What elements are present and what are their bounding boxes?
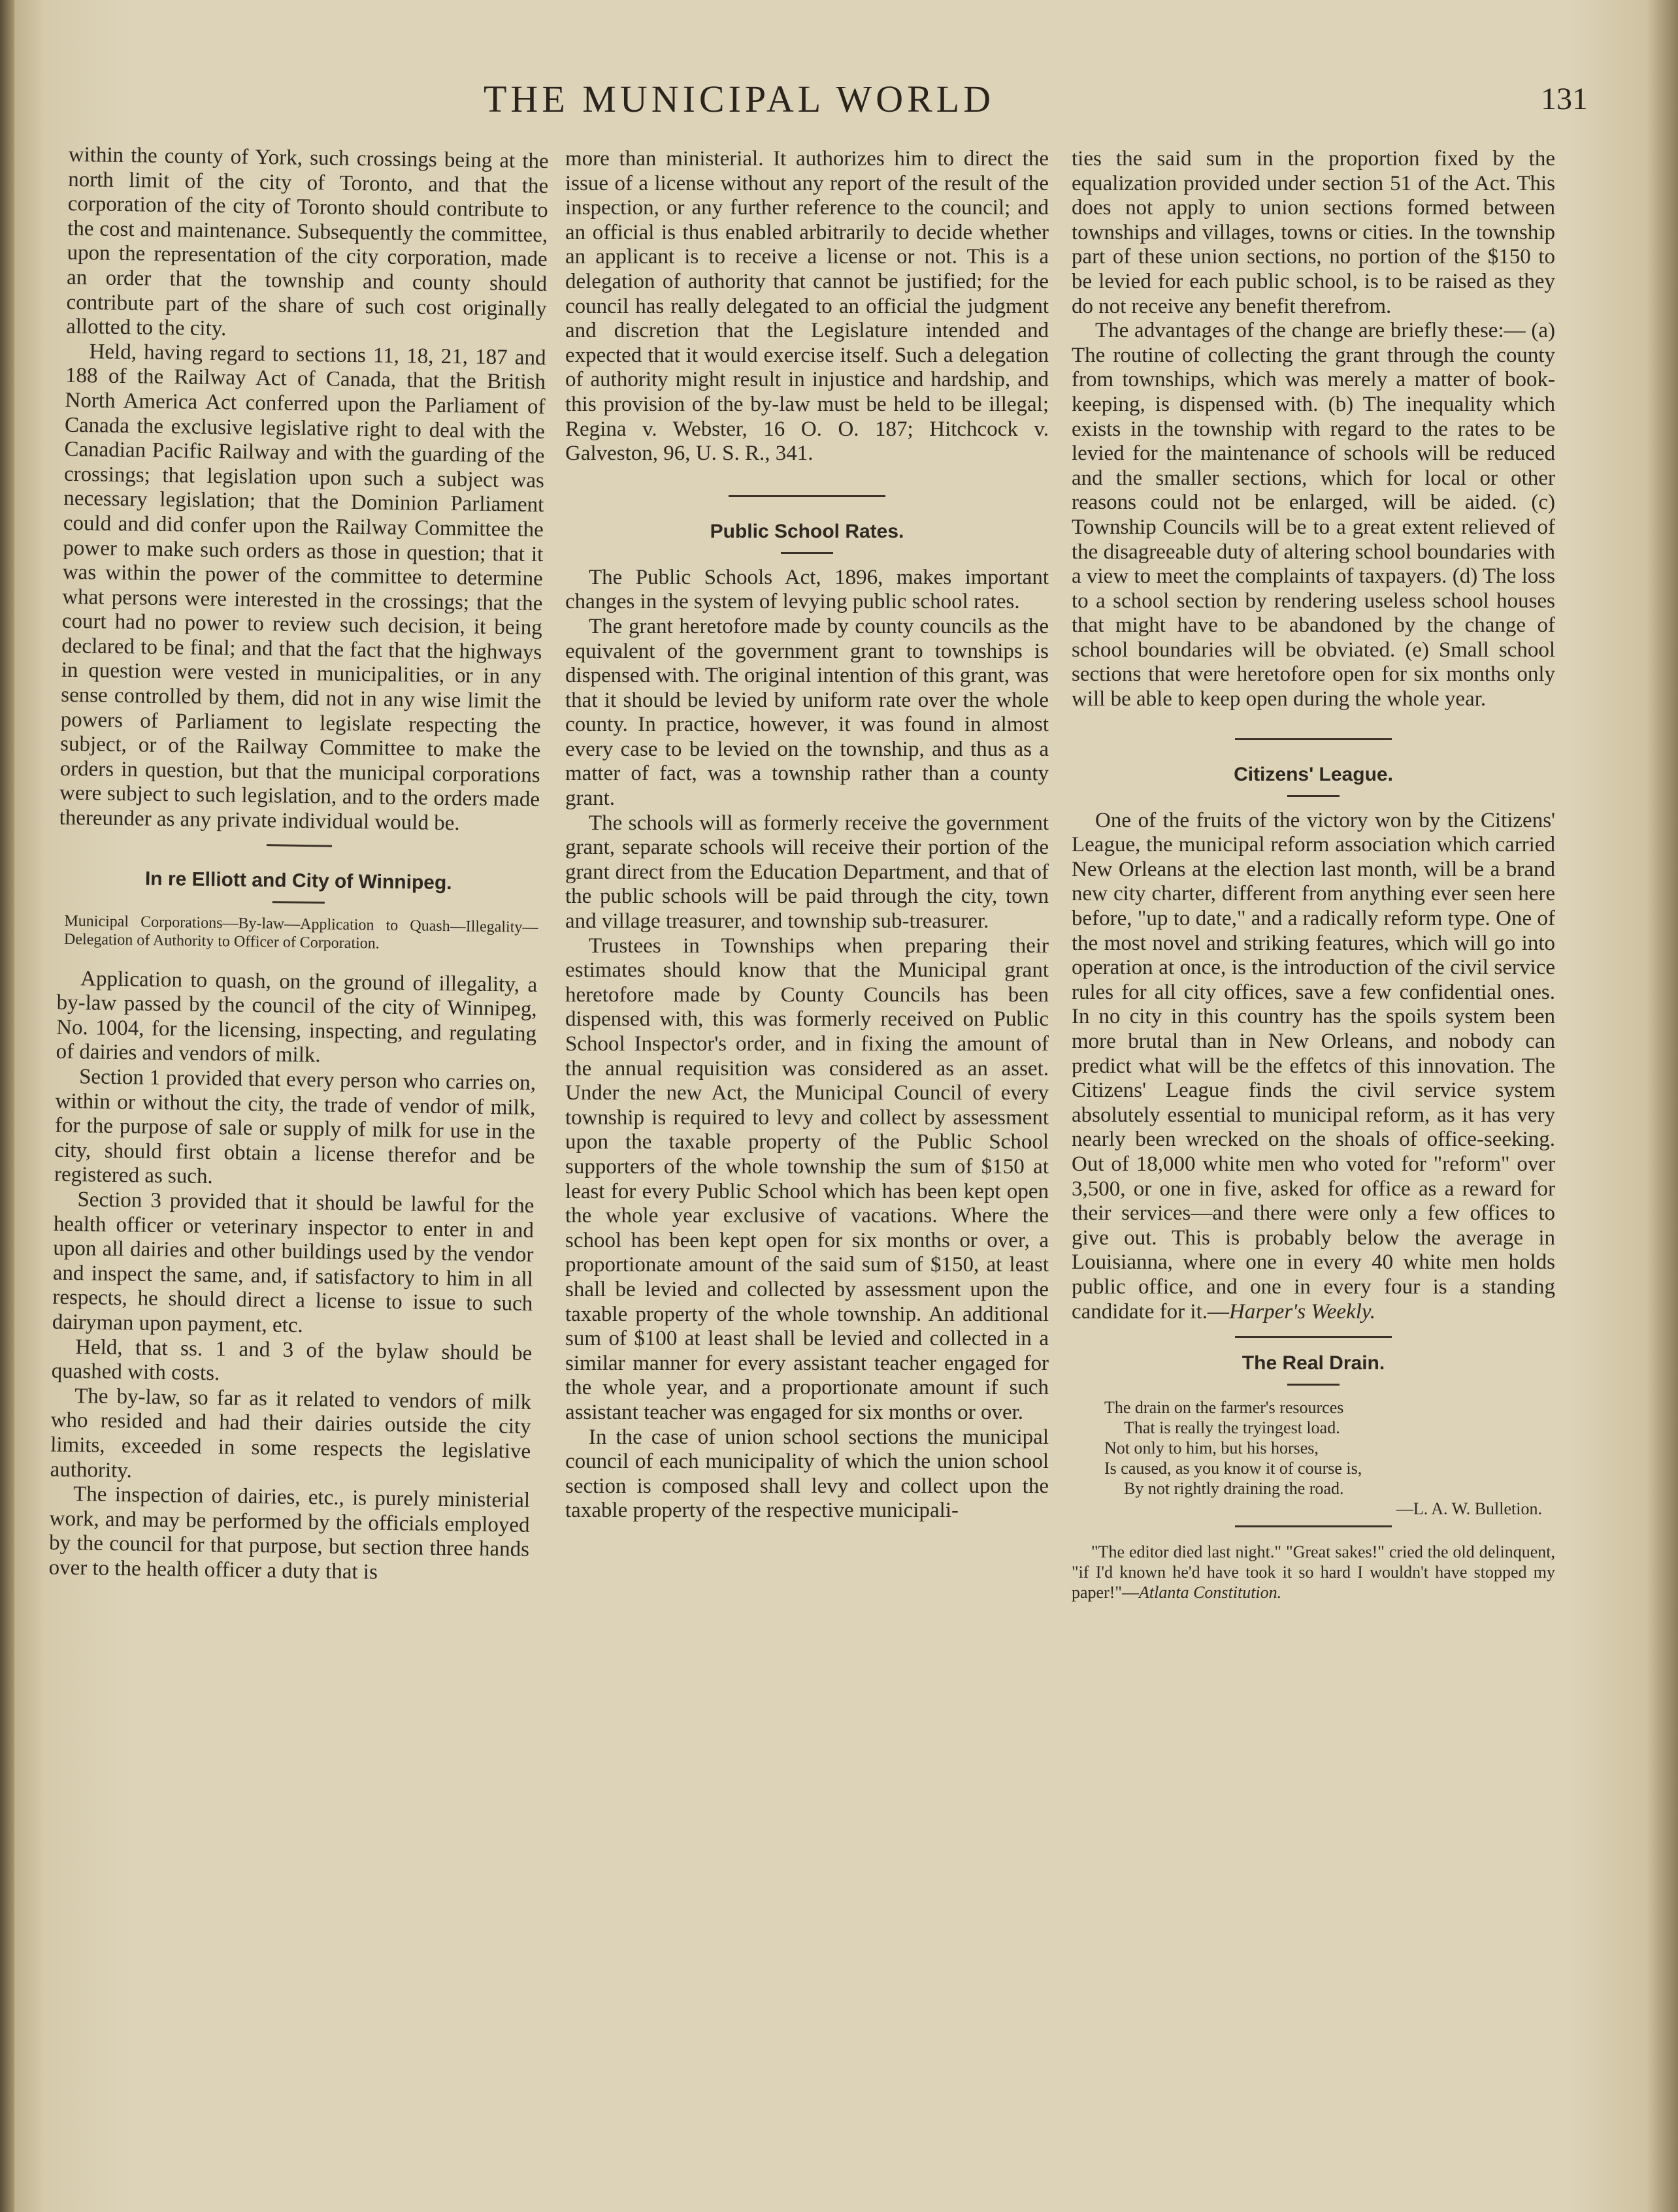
page-number: 131 [1541, 82, 1588, 116]
paragraph: Held, having regard to sections 11, 18, 21, 187 and 188 of the Railway Act of Canada, that the British North America Act conferred upon the Parliament of Canada the exclusive legislative right to deal with the Canadian Pacific Railway and with the guarding of the crossings; that legislation upon such a subject was necessary legislation; that the Dominion Parliament could and did confer upon the Railway Committee the power to make such orders as those in question; that it was within the power of the committee to determine what persons were interested in the crossings; that the court had no power to review such decision, it being declared to be final; and that the fact that the highways in question were vested in municipalities, or in any sense controlled by them, did not in any wise limit the powers of Parliament to legislate respecting the subject, or of the Railway Committee to make the orders in question, but that the municipal corporations were subject to such legislation, and to the orders made thereunder as any private individual would be. [59, 340, 546, 836]
poem-line: Not only to him, but his horses, [1104, 1439, 1319, 1458]
poem-attribution: —L. A. W. Bulletion. [1396, 1499, 1542, 1519]
paragraph: within the county of York, such crossings being at the north limit of the city of Toronto, and that the corporation of the city of Toronto should contribute to the cost and maintenance. Subsequently the committee, upon the representation of the city corporation, made an order that the township and county should contribute part of the share of such cost originally allotted to the city. [65, 142, 549, 341]
paragraph: Section 3 provided that it should be lawful for the health officer or veterinary inspector to enter in and upon all dairies and other buildings used by the vendor and inspect the same, and, if satisfactory to him in all respects, he should direct a license to issue to such dairyman upon payment, etc. [52, 1188, 535, 1337]
heading-rule [781, 552, 833, 554]
poem-line: The drain on the farmer's resources [1104, 1398, 1344, 1418]
paragraph: The by-law, so far as it related to vendors of milk who resided and had their dairies outside the city limits, exceeded in some respects the legislative authority. [50, 1384, 532, 1482]
poem-line: Is caused, as you know it of course is, [1104, 1459, 1362, 1478]
paragraph: In the case of union school sections the municipal council of each municipality of which the union school section is composed shall levy and collect upon the taxable property of the respective municipali- [565, 1425, 1049, 1523]
paragraph: The Public Schools Act, 1896, makes important changes in the system of levying public school rates. [565, 565, 1049, 614]
case-headnote: Municipal Corporations—By-law—Application to Quash—Illegality—Delegation of Authority to Officer of Corporation. [63, 912, 538, 952]
anecdote-text: "The editor died last night." "Great sakes!" cried the old delinquent, "if I'd known he'd have took it so hard I wouldn't have stopped my paper!"— [1072, 1542, 1555, 1602]
heading-rule [272, 901, 324, 903]
section-heading-real-drain: The Real Drain. [1242, 1352, 1385, 1374]
poem-line: That is really the tryingest load. [1124, 1418, 1340, 1438]
heading-rule [1287, 795, 1340, 797]
paragraph: The advantages of the change are briefly these:— (a) The routine of collecting the grant through the county from townships, which was merely a matter of book-keeping, is dispensed with. (b) The inequality which exists in the township with regard to the rates to be levied for the maintenance of schools will be reduced and the smaller sections, which for local or other reasons could not be enlarged, will be aided. (c) Township Councils will be to a great extent relieved of the disagreeable duty of altering school boundaries with a view to meet the complaints of taxpayers. (d) The loss to a school section by rendering useless school houses that might have to be abandoned by the change of school boundaries will be obviated. (e) Small school sections that were heretofore open for six months only will be able to keep open during the whole year. [1072, 319, 1555, 711]
section-heading-public-school-rates: Public School Rates. [710, 520, 904, 542]
paragraph: Held, that ss. 1 and 3 of the bylaw should be quashed with costs. [51, 1335, 533, 1386]
heading-rule [1287, 1384, 1340, 1386]
column-right [1072, 147, 1555, 1602]
paragraph: Trustees in Townships when preparing their estimates should know that the Municipal grant heretofore made by County Councils has been dispensed with, this was formerly received on Public School Inspector's order, and in fixing the amount of the annual requisition was considered as an asset. Under the new Act, the Municipal Council of every township is required to levy and collect by assessment upon the taxable property of the Public School supporters of the whole township the sum of $150 at least for every Public School which has been kept open the whole year exclusive of vacations. Where the school has been kept open for six months or over, a proportionate amount of the said sum of $150, at least shall be levied and collected by assessment upon the taxable property of the whole township. An additional sum of $100 at least shall be levied and collected in a similar manner for every assistant teacher engaged for the whole year, and a proportionate amount if such assistant teacher was engaged for six months or over. [565, 934, 1049, 1424]
poem-line: By not rightly draining the road. [1124, 1479, 1344, 1499]
paragraph: Section 1 provided that every person who carries on, within or without the city, the trade of vendor of milk, for the purpose of sale or supply of milk for use in the city, should first obtain a license therefor and be registered as such. [54, 1065, 536, 1189]
paragraph [1072, 809, 1555, 1324]
anecdote [1072, 1542, 1555, 1602]
column-left [48, 143, 549, 1587]
paragraph: The grant heretofore made by county councils as the equivalent of the government grant to townships is dispensed with. The original intention of this grant, was that it should be levied by uniform rate over the whole county. In practice, however, it was found in almost every case to be levied on the township, and thus as a matter of fact, was a township rather than a county grant. [565, 614, 1049, 811]
section-divider [729, 495, 885, 497]
section-divider [1235, 1525, 1392, 1527]
paragraph: The inspection of dairies, etc., is purely ministerial work, and may be performed by the officials employed by the council for that purpose, but section three hands over to the health officer a duty that is [48, 1482, 531, 1584]
poem [1072, 1397, 1555, 1519]
page-header [484, 77, 1607, 129]
section-heading-citizens-league: Citizens' League. [1234, 763, 1393, 785]
column-middle [565, 147, 1049, 1523]
paragraph: more than ministerial. It authorizes him to direct the issue of a license without any report of the result of the inspection, or any further reference to the council; and an official is thus enabled arbitrarily to decide whether an applicant is to receive a license or not. This is a delegation of authority that cannot be justified; for the council has really delegated to an official the judgment and discretion that the Legislature intended and expected that it would exercise itself. Such a delegation of authority might result in injustice and hardship, and this provision of the by-law must be held to be illegal; Regina v. Webster, 16 O. O. 187; Hitchcock v. Galveston, 96, U. S. R., 341. [565, 147, 1049, 466]
paragraph: ties the said sum in the proportion fixed by the equalization provided under section 51 of the Act. This does not apply to union sections formed between townships and villages, towns or cities. In the township part of these union sections, no portion of the $150 to be levied for each public school, is to be raised as they do not receive any benefit therefrom. [1072, 147, 1555, 318]
section-divider [267, 844, 332, 847]
book-spine-shadow [0, 0, 14, 2212]
paragraph: The schools will as formerly receive the government grant, separate schools will receive their portion of the grant direct from the Education Department, and that of the public schools will be paid through the city, town and village treasurer, and township sub-treasurer. [565, 811, 1049, 934]
section-divider [1235, 1336, 1392, 1338]
paragraph: Application to quash, on the ground of illegality, a by-law passed by the council of the city of Winnipeg, No. 1004, for the licensing, inspecting, and regulating of dairies and vendors of milk. [56, 966, 538, 1067]
source-citation: Atlanta Constitution. [1139, 1583, 1282, 1602]
paragraph-text: One of the fruits of the victory won by the Citizens' League, the municipal reform association which carried New Orleans at the election last month, will be a brand new city charter, different from anything ever seen here before, "up to date," and a radically reform type. One of the most novel and striking features, which will go into operation at once, is the introduction of the civil service rules for all city offices, save a few confidential ones. In no city in this country has the spoils system been more brutal than in New Orleans, and nobody can predict what will be the effetcs of this innovation. The Citizens' League finds the civil service system absolutely essential to municipal reform, as it has very nearly been wrecked on the shoals of office-seeking. Out of 18,000 white men who voted for "reform" over 3,500, or one in five, asked for office as a reward for their services—and there were only a few offices to give out. This is probably below the average in Louisianna, where one in every 40 white men holds public office, and one in every four is a standing candidate for it.— [1072, 808, 1555, 1324]
running-title: THE MUNICIPAL WORLD [484, 78, 995, 120]
section-heading-elliott: In re Elliott and City of Winnipeg. [144, 868, 452, 894]
section-divider [1235, 738, 1392, 740]
source-citation: Harper's Weekly. [1229, 1299, 1375, 1324]
